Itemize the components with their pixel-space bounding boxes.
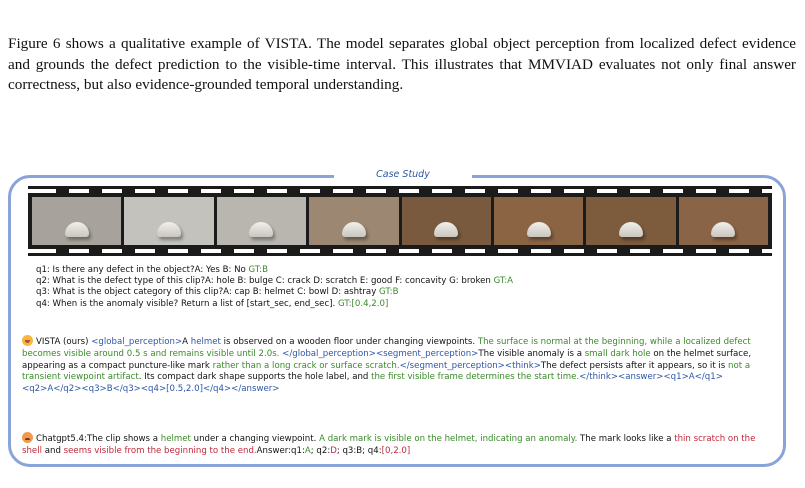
vista-response: VISTA (ours) <global_perception>A helmet is observed on a wooden floor under changing viewpoints. The surface is normal at the beginning, while a localized defect becomes visible around 0.5 s and remains visible until 2.0s. </global_perception><segment_perception>The visible anomaly is a small dark hole on the helmet surface, appearing as a compact puncture-like mark rather than a long crack or surface scratch.</segment_perception><think>The defect persists after it appears, so it is not a transient viewpoint artifact. Its compact dark shape supports the hole label, and the first visible frame determines the start time.</think><answer><q1>A</q1><q2>A</q2><q3>B</q3><q4>[0.5,2.0]</q4></answer>: [22, 337, 752, 395]
filmstrip-sprockets-bottom: [28, 249, 772, 253]
video-frame: [494, 197, 583, 245]
helmet-object: [342, 222, 366, 237]
question-list: [36, 265, 776, 310]
video-frame: [124, 197, 213, 245]
happy-face-icon: [22, 335, 33, 346]
helmet-object: [711, 222, 735, 237]
ground-truth: GT:[0.4,2.0]: [338, 298, 389, 309]
filmstrip-sprockets-top: [28, 189, 772, 193]
question-q2: q2: What is the defect type of this clip?A: hole B: bulge C: crack D: scratch E: good F: concavity G: broken GT:A: [36, 276, 514, 287]
model-name: VISTA (ours): [36, 337, 92, 347]
video-frame: [217, 197, 306, 245]
video-frame: [32, 197, 121, 245]
video-frame: [679, 197, 768, 245]
video-frame: [402, 197, 491, 245]
case-study-title: Case Study: [334, 166, 472, 184]
question-q1: q1: Is there any defect in the object?A: Yes B: No GT:B: [36, 265, 268, 275]
helmet-object: [249, 222, 273, 237]
question-q3: q3: What is the object category of this clip?A: cap B: helmet C: bowl D: ashtray GT:B: [36, 287, 399, 298]
video-frame: [586, 197, 675, 245]
ground-truth: GT:A: [493, 276, 514, 287]
helmet-object: [434, 222, 458, 237]
helmet-object: [527, 222, 551, 237]
question-q4: q4: When is the anomaly visible? Return a list of [start_sec, end_sec]. GT:[0.4,2.0]: [36, 298, 389, 309]
video-frame: [309, 197, 398, 245]
frame-row: [32, 197, 768, 245]
helmet-object: [157, 222, 181, 237]
helmet-object: [619, 222, 643, 237]
chatgpt-response: Chatgpt5.4:The clip shows a helmet under a changing viewpoint. A dark mark is visible on the helmet, indicating an anomaly. The mark looks like a thin scratch on the shell and seems visible from the beginning to the end.Answer:q1:A; q2:D; q3:B; q4:[0,2.0]: [22, 434, 756, 456]
ground-truth: GT:B: [379, 287, 399, 298]
ground-truth: GT:B: [248, 265, 268, 275]
model-name: Chatgpt5.4:: [36, 434, 87, 444]
helmet-object: [65, 222, 89, 237]
intro-paragraph: Figure 6 shows a qualitative example of VISTA. The model separates global object perception from localized defect evidence and grounds the defect prediction to the visible-time interval. This illustrates that MMVIAD evaluates not only final answer correctness, but also evidence-grounded temporal understanding.: [8, 35, 796, 93]
sad-face-icon: [22, 432, 33, 443]
video-filmstrip: [28, 186, 772, 256]
